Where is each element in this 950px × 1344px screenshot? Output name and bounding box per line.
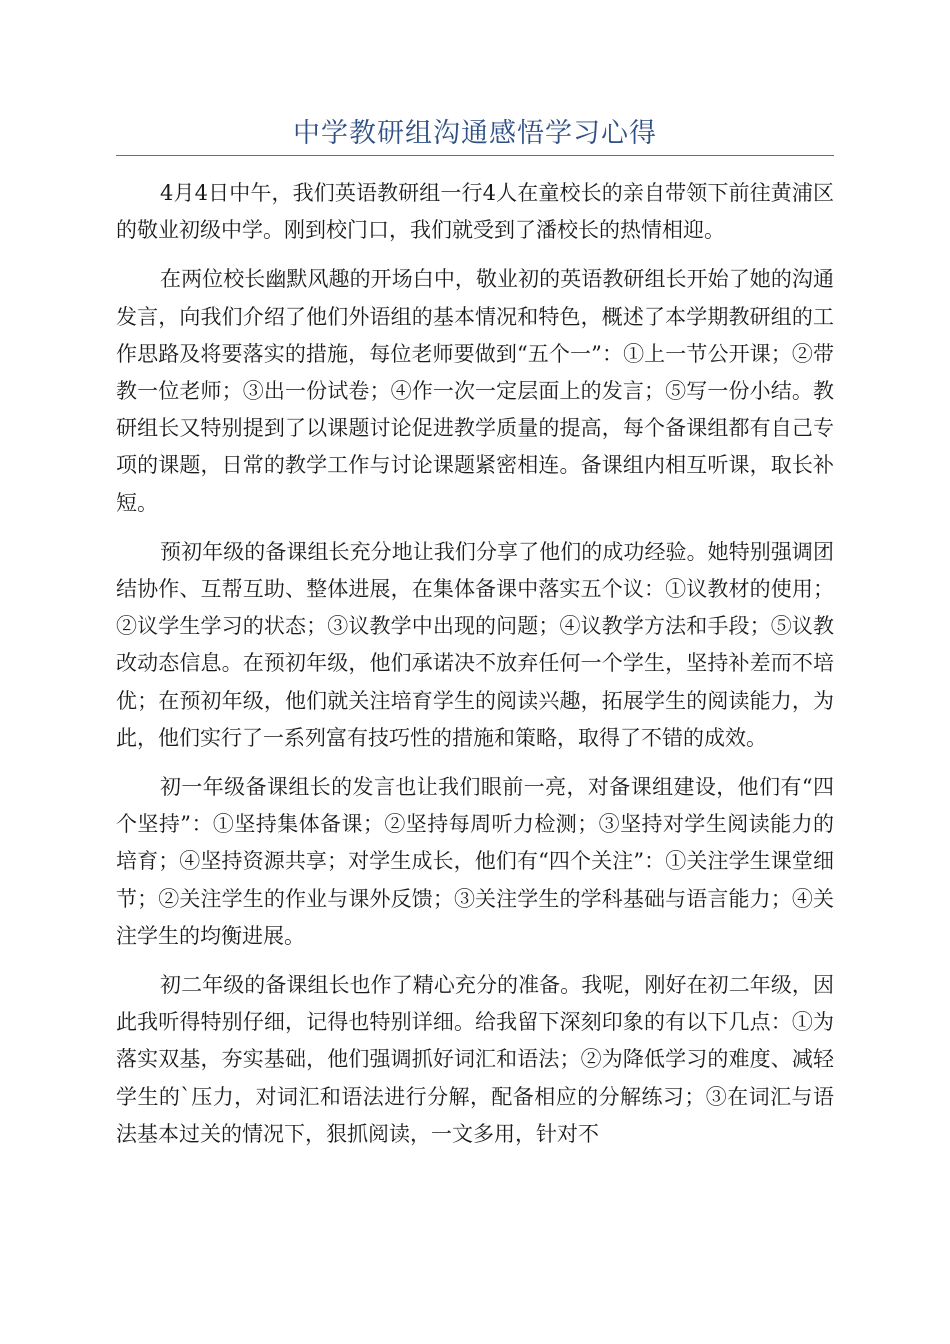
- paragraph-3: 预初年级的备课组长充分地让我们分享了他们的成功经验。她特别强调团结协作、互帮互助、整体进展，在集体备课中落实五个议：①议教材的使用；②议学生学习的状态；③议教学中出现的问题；④议教学方法和手段；⑤议教改动态信息。在预初年级，他们承诺决不放弃任何一个学生，坚持补差而不培优；在预初年级，他们就关注培育学生的阅读兴趣，拓展学生的阅读能力，为此，他们实行了一系列富有技巧性的措施和策略，取得了不错的成效。: [116, 539, 834, 750]
- paragraph-5: 初二年级的备课组长也作了精心充分的准备。我呢，刚好在初二年级，因此我听得特别仔细，记得也特别详细。给我留下深刻印象的有以下几点：①为落实双基，夯实基础，他们强调抓好词汇和语法；②为降低学习的难度、减轻学生的`压力，对词汇和语法进行分解，配备相应的分解练习；③在词汇与语法基本过关的情况下，狠抓阅读，一文多用，针对不: [116, 973, 834, 1146]
- paragraph-2: 在两位校长幽默风趣的开场白中，敬业初的英语教研组长开始了她的沟通发言，向我们介绍了他们外语组的基本情况和特色，概述了本学期教研组的工作思路及将要落实的措施，每位老师要做到“五个一”：①上一节公开课；②带教一位老师；③出一份试卷；④作一次一定层面上的发言；⑤写一份小结。教研组长又特别提到了以课题讨论促进教学质量的提高，每个备课组都有自己专项的课题，日常的教学工作与讨论课题紧密相连。备课组内相互听课，取长补短。: [116, 267, 834, 515]
- paragraph-4: 初一年级备课组长的发言也让我们眼前一亮，对备课组建设，他们有“四个坚持”：①坚持集体备课；②坚持每周听力检测；③坚持对学生阅读能力的培育；④坚持资源共享；对学生成长，他们有“四个关注”：①关注学生课堂细节；②关注学生的作业与课外反馈；③关注学生的学科基础与语言能力；④关注学生的均衡进展。: [116, 775, 834, 948]
- document-title: 中学教研组沟通感悟学习心得: [293, 118, 657, 149]
- document-body: [116, 175, 834, 1165]
- title-underline: [116, 155, 834, 156]
- paragraph-1: 4月4日中午，我们英语教研组一行4人在童校长的亲自带领下前往黄浦区的敬业初级中学。刚到校门口，我们就受到了潘校长的热情相迎。: [116, 181, 834, 243]
